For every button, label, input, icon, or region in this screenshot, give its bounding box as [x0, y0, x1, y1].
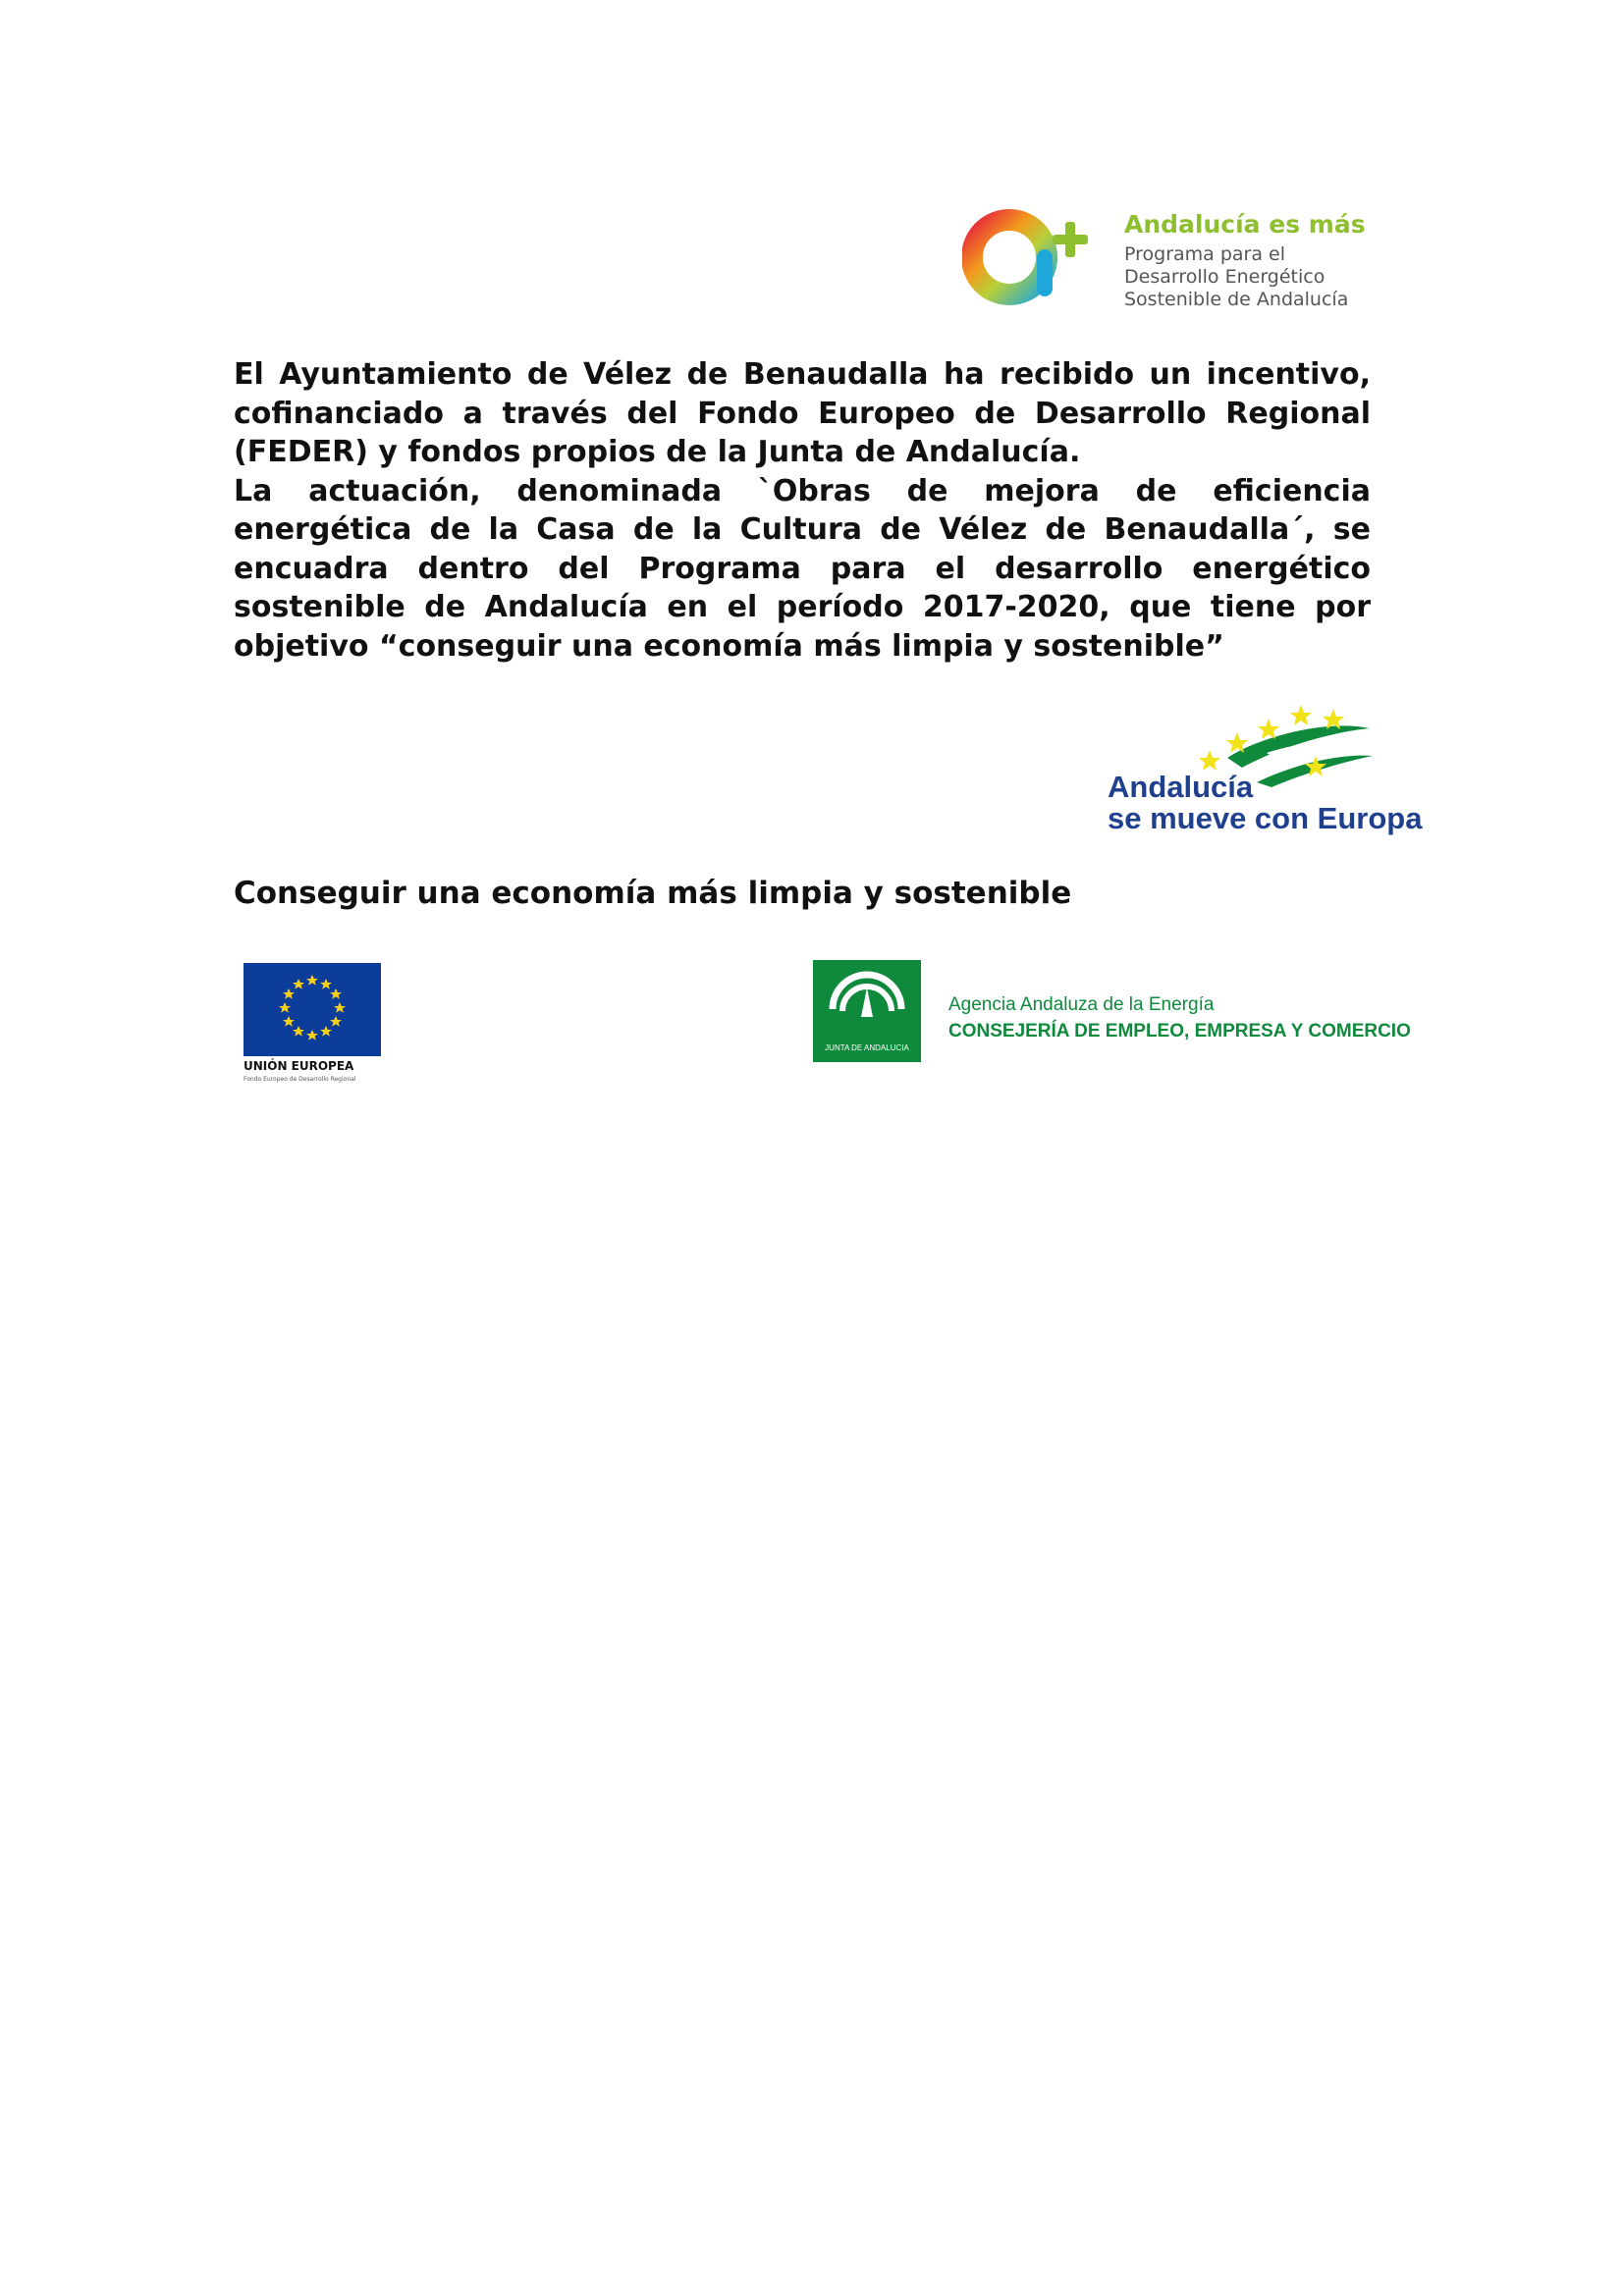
program-logo-line1: Programa para el: [1124, 243, 1286, 265]
colorful-a-plus-icon: [962, 208, 1100, 306]
andalucia-logo-line2: se mueve con Europa: [1108, 801, 1423, 835]
junta-emblem-icon: [813, 960, 921, 1062]
eu-flag-icon: [243, 963, 381, 1056]
eu-logo-line1: UNIÓN EUROPEA: [243, 1059, 354, 1073]
body-text: [234, 355, 1371, 666]
program-logo-line3: Sostenible de Andalucía: [1124, 289, 1349, 310]
junta-logo-line2: CONSEJERÍA DE EMPLEO, EMPRESA Y COMERCIO: [948, 1021, 1411, 1041]
eu-logo-line2: Fondo Europeo de Desarrollo Regional: [243, 1076, 356, 1083]
program-logo-line2: Desarrollo Energético: [1124, 266, 1325, 288]
program-logo-title: Andalucía es más: [1124, 210, 1366, 239]
program-logo: [962, 206, 1366, 314]
junta-logo-line1: Agencia Andaluza de la Energía: [948, 994, 1215, 1015]
body-paragraph-1: El Ayuntamiento de Vélez de Benaudalla ha recibido un incentivo, cofinanciado a través del Fondo Europeo de Desarrollo Regional (FEDER) y fondos propios de la Junta de Andalucía.: [234, 357, 1371, 469]
junta-box-label: JUNTA DE ANDALUCIA: [825, 1043, 909, 1052]
andalucia-logo-line1: Andalucía: [1108, 770, 1254, 804]
andalucia-europa-logo: [1100, 699, 1423, 841]
body-paragraph-2: La actuación, denominada `Obras de mejora de eficiencia energética de la Casa de la Cultura de Vélez de Benaudalla´, se encuadra dentro del Programa para el desarrollo energético sostenible de Andalucía en el período 2017-2020, que tiene por objetivo “conseguir una economía más limpia y sostenible”: [234, 473, 1371, 664]
slogan: Conseguir una economía más limpia y sostenible: [234, 876, 1072, 911]
eu-logo: [242, 960, 399, 1088]
junta-andalucia-logo: [813, 960, 1411, 1063]
